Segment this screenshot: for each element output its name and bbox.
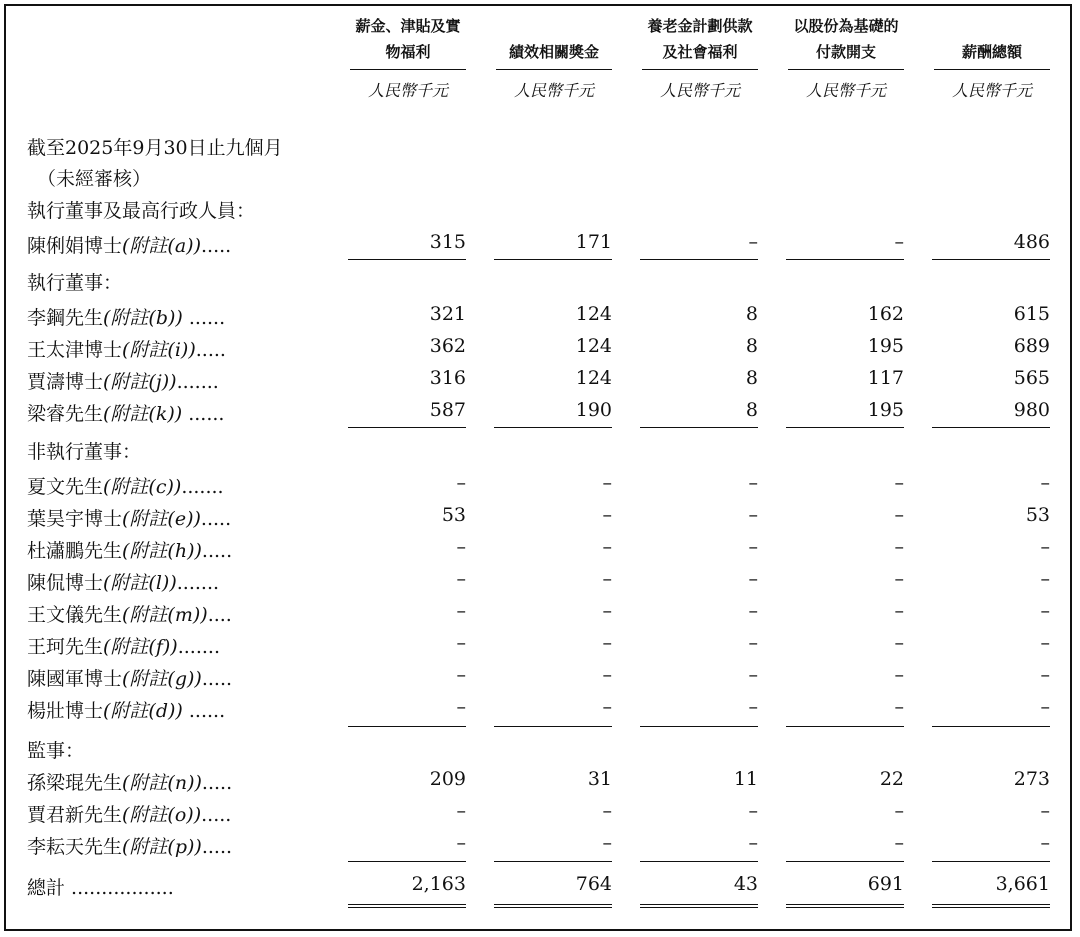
leader-dots: .....: [201, 540, 233, 562]
table-cell: –: [1040, 568, 1050, 590]
table-cell: 195: [867, 335, 904, 357]
leader-dots: ....: [207, 604, 232, 626]
row-note: (附註(d)): [103, 700, 183, 722]
table-cell: 8: [745, 303, 758, 325]
row-name: 王珂先生: [27, 636, 104, 658]
table-cell: –: [1040, 800, 1050, 822]
table-cell: 124: [575, 335, 612, 357]
row-name: 賈濤博士: [27, 371, 104, 393]
table-cell: –: [1040, 536, 1050, 558]
header-underline: [788, 69, 904, 70]
leader-dots: .......: [177, 636, 220, 658]
table-cell: 31: [587, 768, 612, 790]
row-name: 陳俐娟博士: [27, 235, 123, 257]
table-cell: –: [456, 632, 466, 654]
table-cell: –: [456, 800, 466, 822]
row-name: 杜瀟鵬先生: [27, 540, 123, 562]
subtotal-rule: [786, 427, 904, 428]
row-name: 梁睿先生: [27, 403, 104, 425]
total-double-rule: [932, 904, 1050, 908]
table-cell: –: [748, 632, 758, 654]
table-cell: –: [894, 568, 904, 590]
period-subtitle: （未經審核）: [37, 168, 152, 190]
row-note: (附註(l)): [103, 572, 177, 594]
row-label: [27, 832, 232, 859]
leader-dots: .....: [201, 772, 233, 794]
row-name: 葉昊宇博士: [27, 508, 123, 530]
subtotal-rule: [932, 259, 1050, 260]
table-cell: –: [748, 832, 758, 854]
row-note: (附註(p)): [122, 836, 202, 858]
table-cell: –: [1040, 600, 1050, 622]
col-header-share-line1: 以股份為基礎的: [793, 17, 899, 35]
table-cell: –: [748, 696, 758, 718]
row-note: (附註(b)): [103, 307, 183, 329]
row-label: [27, 399, 224, 426]
row-note: (附註(j)): [103, 371, 177, 393]
row-label: [27, 504, 231, 531]
leader-dots: .......: [181, 476, 224, 498]
table-cell: –: [894, 536, 904, 558]
subtotal-rule: [786, 861, 904, 862]
table-cell: –: [748, 568, 758, 590]
leader-dots: ......: [182, 700, 226, 722]
table-cell: –: [894, 231, 904, 253]
subtotal-rule: [348, 259, 466, 260]
header-underline: [350, 69, 466, 70]
row-name: 王文儀先生: [27, 604, 123, 626]
section-exec: 執行董事：: [27, 272, 123, 294]
subtotal-rule: [348, 726, 466, 727]
total-cell: 2,163: [411, 873, 466, 895]
subtotal-rule: [640, 861, 758, 862]
row-label: [27, 536, 232, 563]
section-exec-ceo: 執行董事及最高行政人員：: [27, 200, 256, 222]
row-label: [27, 231, 231, 258]
table-cell: –: [602, 800, 612, 822]
subtotal-rule: [932, 726, 1050, 727]
table-cell: –: [894, 832, 904, 854]
table-cell: –: [894, 664, 904, 686]
table-cell: –: [456, 664, 466, 686]
col-header-pension-line2: 及社會福利: [662, 43, 738, 61]
unit-label: 人民幣千元: [805, 81, 886, 100]
table-cell: 615: [1013, 303, 1050, 325]
subtotal-rule: [494, 861, 612, 862]
leader-dots: .....: [201, 235, 232, 257]
col-header-bonus: 績效相關獎金: [508, 43, 599, 61]
table-cell: –: [602, 472, 612, 494]
row-note: (附註(c)): [103, 476, 182, 498]
table-cell: –: [602, 632, 612, 654]
row-label: [27, 632, 220, 659]
subtotal-rule: [786, 726, 904, 727]
table-cell: –: [1040, 664, 1050, 686]
table-cell: –: [602, 664, 612, 686]
table-cell: –: [1040, 696, 1050, 718]
row-label: [27, 664, 232, 691]
row-name: 陳侃博士: [27, 572, 104, 594]
total-label: [27, 873, 174, 900]
table-cell: –: [894, 632, 904, 654]
leader-dots: .....: [201, 836, 233, 858]
table-cell: 8: [745, 367, 758, 389]
table-cell: 22: [879, 768, 904, 790]
subtotal-rule: [494, 427, 612, 428]
row-name: 賈君新先生: [27, 804, 123, 826]
table-cell: –: [748, 536, 758, 558]
unit-label: 人民幣千元: [367, 81, 448, 100]
table-cell: –: [456, 600, 466, 622]
col-header-share-line2: 付款開支: [815, 43, 876, 61]
table-cell: –: [748, 600, 758, 622]
subtotal-rule: [348, 861, 466, 862]
table-cell: –: [748, 472, 758, 494]
total-leader-dots: .................: [65, 877, 174, 899]
table-cell: –: [894, 600, 904, 622]
subtotal-rule: [932, 861, 1050, 862]
row-note: (附註(f)): [103, 636, 178, 658]
subtotal-rule: [640, 726, 758, 727]
subtotal-rule: [786, 259, 904, 260]
table-cell: –: [602, 536, 612, 558]
table-cell: –: [894, 800, 904, 822]
table-cell: 171: [575, 231, 612, 253]
table-cell: 587: [429, 399, 466, 421]
row-label: [27, 303, 225, 330]
table-cell: 315: [429, 231, 466, 253]
col-header-pension-line1: 養老金計劃供款: [647, 17, 753, 35]
row-note: (附註(h)): [122, 540, 202, 562]
leader-dots: .....: [200, 508, 232, 530]
leader-dots: ......: [182, 403, 225, 425]
row-note: (附註(e)): [122, 508, 201, 530]
subtotal-rule: [640, 427, 758, 428]
row-note: (附註(a)): [122, 235, 201, 257]
row-note: (附註(n)): [122, 772, 202, 794]
table-cell: 53: [441, 504, 466, 526]
table-cell: 8: [745, 335, 758, 357]
row-name: 孫梁琨先生: [27, 772, 123, 794]
leader-dots: .....: [201, 668, 233, 690]
subtotal-rule: [348, 427, 466, 428]
table-cell: 117: [867, 367, 904, 389]
row-note: (附註(k)): [103, 403, 183, 425]
table-cell: 8: [745, 399, 758, 421]
subtotal-rule: [932, 427, 1050, 428]
row-note: (附註(o)): [122, 804, 202, 826]
table-cell: –: [602, 504, 612, 526]
table-cell: 124: [575, 303, 612, 325]
row-name: 陳國軍博士: [27, 668, 123, 690]
table-cell: –: [1040, 832, 1050, 854]
row-label: [27, 568, 219, 595]
table-cell: 316: [429, 367, 466, 389]
row-name: 李鋼先生: [27, 307, 104, 329]
table-cell: –: [894, 472, 904, 494]
row-note: (附註(i)): [122, 339, 196, 361]
header-underline: [642, 69, 758, 70]
col-header-total: 薪酬總額: [961, 43, 1022, 61]
table-cell: 321: [429, 303, 466, 325]
header-underline: [496, 69, 612, 70]
table-cell: 273: [1013, 768, 1050, 790]
unit-label: 人民幣千元: [513, 81, 594, 100]
table-cell: 190: [575, 399, 612, 421]
total-cell: 43: [733, 873, 758, 895]
table-cell: 53: [1025, 504, 1050, 526]
total-cell: 3,661: [995, 873, 1050, 895]
table-cell: –: [456, 568, 466, 590]
table-cell: 124: [575, 367, 612, 389]
table-cell: 486: [1013, 231, 1050, 253]
table-cell: –: [602, 600, 612, 622]
table-cell: –: [1040, 472, 1050, 494]
table-cell: 362: [429, 335, 466, 357]
row-label: [27, 367, 219, 394]
leader-dots: ......: [182, 307, 226, 329]
table-cell: –: [748, 231, 758, 253]
col-header-salaries-line2: 物福利: [385, 43, 431, 61]
subtotal-rule: [640, 259, 758, 260]
table-cell: 689: [1013, 335, 1050, 357]
subtotal-rule: [494, 726, 612, 727]
row-note: (附註(g)): [122, 668, 202, 690]
table-cell: 162: [867, 303, 904, 325]
leader-dots: .......: [176, 572, 220, 594]
leader-dots: .......: [176, 371, 219, 393]
table-cell: –: [602, 696, 612, 718]
total-double-rule: [786, 904, 904, 908]
row-label: [27, 600, 232, 627]
section-supervisors: 監事：: [27, 740, 85, 762]
section-nonexec: 非執行董事：: [27, 441, 142, 463]
table-cell: –: [456, 832, 466, 854]
unit-label: 人民幣千元: [951, 81, 1032, 100]
row-label: [27, 800, 231, 827]
table-cell: 209: [429, 768, 466, 790]
subtotal-rule: [494, 259, 612, 260]
period-title: 截至2025年9月30日止九個月: [27, 137, 283, 159]
total-double-rule: [640, 904, 758, 908]
table-cell: 565: [1013, 367, 1050, 389]
table-cell: –: [748, 664, 758, 686]
table-cell: –: [456, 472, 466, 494]
row-name: 李耘天先生: [27, 836, 123, 858]
table-cell: –: [894, 504, 904, 526]
table-cell: –: [894, 696, 904, 718]
total-double-rule: [348, 904, 466, 908]
table-cell: –: [1040, 632, 1050, 654]
leader-dots: .....: [201, 804, 232, 826]
row-name: 王太津博士: [27, 339, 123, 361]
table-cell: –: [602, 832, 612, 854]
table-cell: –: [456, 536, 466, 558]
table-cell: 195: [867, 399, 904, 421]
header-underline: [934, 69, 1050, 70]
table-cell: 11: [733, 768, 758, 790]
row-label: [27, 472, 224, 499]
row-name: 楊壯博士: [27, 700, 104, 722]
table-cell: 980: [1013, 399, 1050, 421]
row-name: 夏文先生: [27, 476, 104, 498]
table-cell: –: [748, 800, 758, 822]
col-header-salaries-line1: 薪金、津貼及實: [355, 17, 461, 35]
total-label-text: 總計: [27, 877, 66, 899]
row-label: [27, 696, 225, 723]
total-cell: 764: [575, 873, 612, 895]
total-double-rule: [494, 904, 612, 908]
table-cell: –: [456, 696, 466, 718]
table-cell: –: [748, 504, 758, 526]
row-note: (附註(m)): [122, 604, 208, 626]
unit-label: 人民幣千元: [659, 81, 740, 100]
row-label: [27, 768, 232, 795]
row-label: [27, 335, 226, 362]
table-cell: –: [602, 568, 612, 590]
total-cell: 691: [867, 873, 904, 895]
leader-dots: .....: [195, 339, 226, 361]
